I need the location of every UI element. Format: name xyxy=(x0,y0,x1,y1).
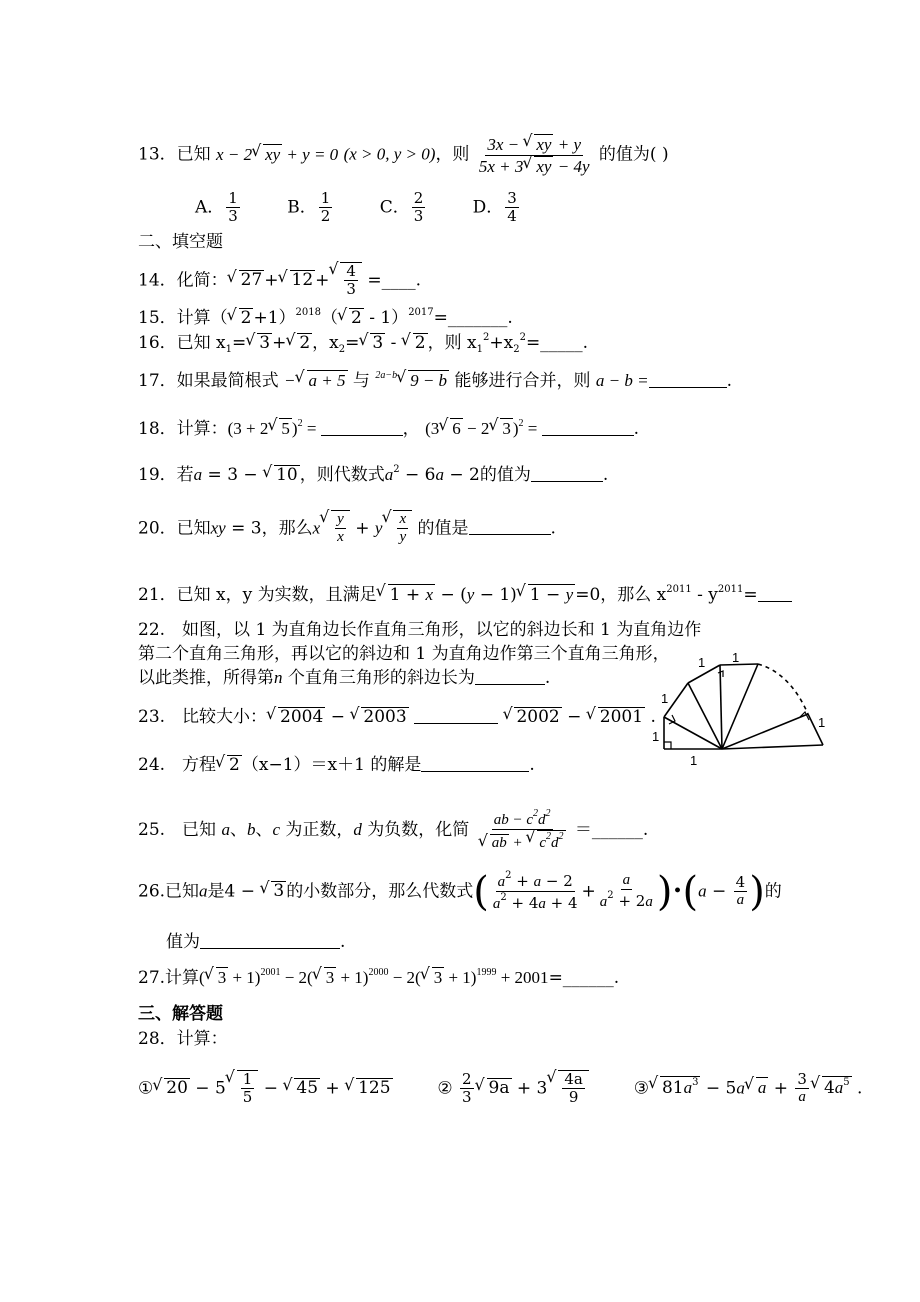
option-d: D． $\frac{3}{4}$ xyxy=(472,189,517,226)
question-13: 13．已知 x − 2√ xy + y = 0 (x > 0, y > 0)，则 $\frac{3x - √ xy + y}{5x + 3√ xy - 4y}$ 的值为( ) xyxy=(138,134,669,176)
q13-fraction: $\frac{3x - √ xy + y}{5x + 3√ xy - 4y}$ xyxy=(477,134,592,176)
question-15: 15．计算（√ 2 +1）$^{2018}$（√ 2 - 1）$^{2017}$=_______. xyxy=(138,307,513,329)
question-22-line-2: 第二个直角三角形，再以它的斜边和 1 为直角边作第三个直角三角形， xyxy=(138,644,670,664)
option-b: B． $\frac{1}{2}$ xyxy=(287,189,331,226)
question-26-line-2: 值为 . xyxy=(166,932,346,952)
question-19: 19．若a = 3 − √ 10 ，则代数式$a^2 - 6a - 2$的值为 . xyxy=(138,464,608,486)
section-2-title: 二、填空题 xyxy=(138,232,223,252)
figure-label-1: 1 xyxy=(652,729,660,744)
figure-label-6: 1 xyxy=(818,715,826,730)
question-27: 27.计算(√ 3 + 1)$^{2001}$ − 2(√ 3 + 1)$^{2000}$ − 2(√ 3 + 1)$^{1999}$ + 2001=______. xyxy=(138,967,619,988)
question-28: 28．计算： xyxy=(138,1029,228,1049)
question-28-parts: ①√ 20 − 5 √ $\frac{1}{5}$ − √ 45 + √ 125 ② $\frac{2}{3}$ √ 9a + 3 √ $\frac{4a}{9}$ ③√ $81a^3 - 5a√$ a + $\frac{3}{a}$ √ $4a^5$ . xyxy=(138,1070,862,1107)
option-a: A． $\frac{1}{3}$ xyxy=(195,189,238,226)
figure-label-5: 1 xyxy=(732,650,740,665)
question-21: 21．已知 x，y 为实数，且满足√ 1 + x − (y − 1)√ 1 − y =0，那么 $x^{2011} - y^{2011}=$ xyxy=(138,584,792,606)
section-3-title: 三、解答题 xyxy=(138,1004,223,1024)
figure-label-3: 1 xyxy=(661,691,669,706)
triangle-spiral xyxy=(664,664,826,749)
question-25: 25. 已知 a、b、c 为正数，d 为负数，化简 ab − $c^2d^2$ √ ab + √ $c^2d^2$ ＝______. xyxy=(138,808,648,853)
question-26: 26.已知a是4 − √ 3 的小数部分，那么代数式( $\frac{a^2 + a - 2}{a^2 + 4a + 4}$ + $\frac{a}{a^2 + 2a}$ )•(a − $\frac{4}{a}$ )的 xyxy=(138,870,782,914)
figure-label-4: 1 xyxy=(698,655,706,670)
question-16: 16．已知 $x_1=√$ 3 +√ 2 ，$x_2=√$ 3 - √ 2 ，则 $x_1^2+x_2^2=\_\_\_\_\_$. xyxy=(138,332,588,355)
question-22-line-1: 22. 如图，以 1 为直角边长作直角三角形，以它的斜边长和 1 为直角边作 xyxy=(138,620,702,640)
right-triangle-spiral-figure xyxy=(640,645,840,770)
option-c: C． $\frac{2}{3}$ xyxy=(379,189,424,226)
question-20: 20．已知xy = 3，那么x √ $\frac{y}{x}$ + y √ $\frac{x}{y}$ 的值是 . xyxy=(138,510,556,547)
q13-condition: x − 2√ xy + y = 0 xyxy=(216,145,338,164)
question-17: 17．如果最简根式 −√ a + 5 与 $^{2a-b}$√ 9 − b 能够进行合并，则 a − b = . xyxy=(138,370,732,391)
question-24: 24. 方程√ 2 （x−1）＝x＋1 的解是 . xyxy=(138,755,535,776)
question-18: 18．计算：(3 + 2√ 5 )$^2$ = ， (3√ 6 − 2√ 3 )$^2$ = . xyxy=(138,418,639,439)
question-22-line-3: 以此类推，所得第n 个直角三角形的斜边长为 . xyxy=(138,668,551,688)
figure-label-2: 1 xyxy=(690,753,698,768)
question-23: 23. 比较大小：√ 2004 − √ 2003 √ 2002 − √ 2001 . xyxy=(138,707,656,728)
q13-options xyxy=(195,190,561,226)
question-14: 14．化简：√ 27 +√ 12 + √ $\frac{4}{3}$ =____. xyxy=(138,262,421,299)
